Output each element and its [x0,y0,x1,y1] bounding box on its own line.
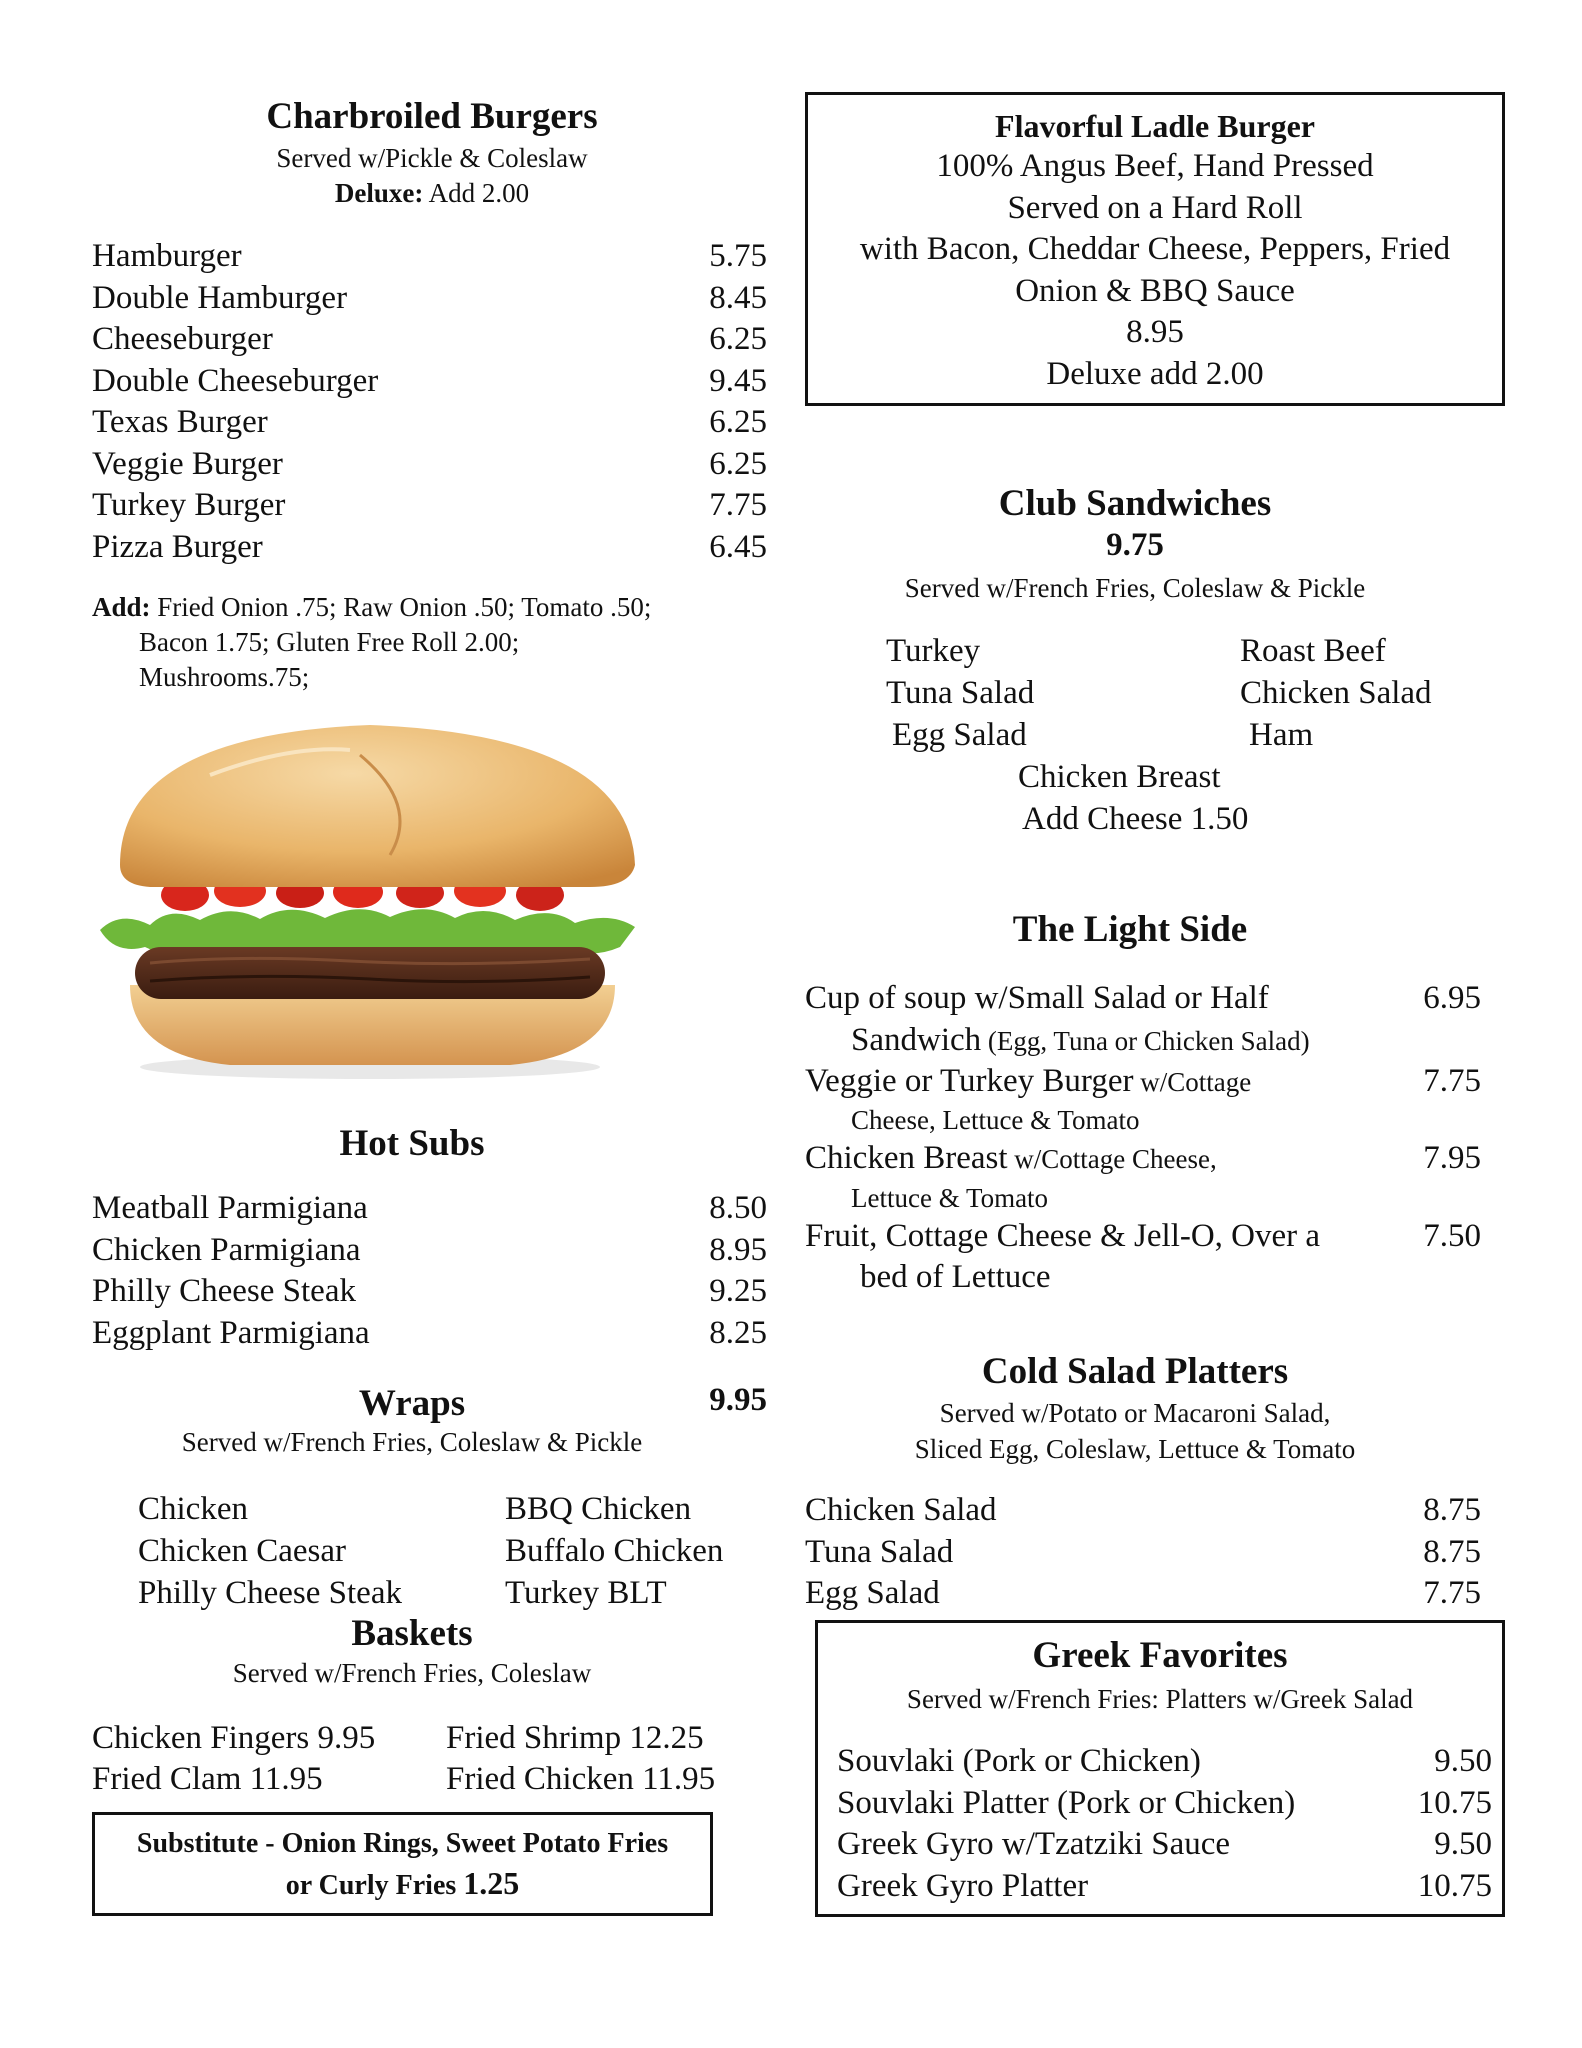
ladle-burger-box [805,92,1505,406]
item-price: 7.75 [1423,1575,1481,1611]
item-price: 7.75 [709,487,767,523]
list-item: Chicken [138,1491,248,1527]
item-detail-small: w/Cottage [1133,1066,1252,1097]
add-line-3: Mushrooms.75; [139,662,310,692]
list-item: Egg Salad [892,717,1027,753]
menu-item [92,402,767,444]
club-list [886,630,1466,756]
item-name: Pizza Burger [92,528,263,565]
item-name: Cheeseburger [92,321,273,357]
item-detail-small: w/Cottage Cheese, [1007,1144,1217,1174]
menu-item [805,978,1481,1061]
item-price: 6.25 [709,321,767,357]
item-price: 5.75 [709,238,767,274]
item-price: 6.95 [1423,980,1481,1016]
item-name: Texas Burger [92,404,268,440]
item-price: 8.75 [1423,1533,1481,1570]
item-detail: Sandwich [851,1021,982,1058]
greek-box [815,1620,1505,1917]
cold-served-2: Sliced Egg, Coleslaw, Lettuce & Tomato [914,1434,1356,1464]
item-name: Philly Cheese Steak [92,1273,356,1309]
substitute-price: 1.25 [463,1865,520,1901]
list-item: Chicken Salad [1240,675,1432,711]
list-item: Tuna Salad [886,675,1035,711]
deluxe-label: Deluxe: [334,178,424,208]
item-name: Turkey Burger [92,487,286,523]
list-item: Fried Clam 11.95 [92,1761,323,1797]
greek-served: Served w/French Fries: Platters w/Greek Salad [906,1684,1414,1714]
ladle-line: Onion & BBQ Sauce [1015,272,1295,309]
ladle-line: with Bacon, Cheddar Cheese, Peppers, Fried [859,231,1451,267]
burgers-deluxe [92,175,772,211]
list-item: Fried Shrimp 12.25 [446,1720,704,1756]
add-label: Add: [92,592,151,622]
item-price: 7.50 [1423,1217,1481,1254]
item-name: Greek Gyro Platter [837,1867,1089,1904]
item-detail: bed of Lettuce [860,1259,1051,1295]
item-name: Souvlaki (Pork or Chicken) [837,1743,1201,1779]
substitute-box [92,1812,713,1916]
hot-subs-title: Hot Subs [339,1123,485,1164]
menu-item [837,1824,1492,1866]
item-name: Double Hamburger [92,279,348,316]
item-price: 6.25 [709,404,767,440]
menu-item [92,485,767,527]
list-item: BBQ Chicken [505,1491,692,1527]
list-item: Ham [1249,717,1314,753]
menu-item [92,1230,767,1272]
burger-image [90,715,650,1085]
club-extra-2: Add Cheese 1.50 [1022,801,1249,837]
club-title: Club Sandwiches [998,483,1272,524]
greek-list [837,1741,1492,1907]
item-price: 8.95 [709,1231,767,1268]
item-price: 6.45 [709,528,767,565]
list-item: Chicken Caesar [138,1533,347,1569]
light-list [805,978,1481,1297]
burgers-served: Served w/Pickle & Coleslaw [276,143,588,173]
burgers-title: Charbroiled Burgers [266,96,598,137]
greek-title: Greek Favorites [1032,1635,1288,1676]
add-line-1: Fried Onion .75; Raw Onion .50; Tomato .50; [157,592,652,622]
item-price: 9.45 [709,362,767,399]
wraps-title: Wraps [358,1383,466,1424]
menu-item [92,1271,767,1313]
wraps-price: 9.95 [709,1382,767,1418]
item-name: Chicken Parmigiana [92,1231,361,1268]
item-price: 8.25 [709,1314,767,1351]
hot-subs-list [92,1188,767,1354]
item-detail-small: Cheese, Lettuce & Tomato [851,1105,1140,1135]
club-served: Served w/French Fries, Coleslaw & Pickle [904,573,1366,603]
ladle-deluxe: Deluxe add 2.00 [1046,355,1264,392]
item-name: Souvlaki Platter (Pork or Chicken) [837,1784,1296,1821]
ladle-title: Flavorful Ladle Burger [995,108,1315,144]
ladle-line: Served on a Hard Roll [1007,189,1303,226]
menu-item [92,319,767,361]
light-title: The Light Side [1012,909,1248,950]
item-name: Veggie or Turkey Burger [805,1062,1134,1099]
list-item: Philly Cheese Steak [138,1575,402,1611]
baskets-served: Served w/French Fries, Coleslaw [232,1658,592,1688]
item-price: 9.50 [1434,1743,1492,1779]
menu-item [805,1216,1481,1298]
substitute-line-2 [95,1863,710,1906]
menu-item [92,236,767,278]
item-detail-small: (Egg, Tuna or Chicken Salad) [981,1025,1310,1056]
item-name: Chicken Salad [805,1492,997,1528]
list-item: Turkey [886,633,981,669]
menu-item [92,1188,767,1230]
menu-item [92,1313,767,1355]
item-price: 10.75 [1417,1867,1492,1904]
item-name: Eggplant Parmigiana [92,1314,370,1351]
list-item: Turkey BLT [505,1575,667,1611]
item-name: Tuna Salad [805,1533,954,1570]
menu-item [805,1532,1481,1574]
menu-item [805,1061,1481,1139]
burgers-list [92,236,767,568]
cold-served-1: Served w/Potato or Macaroni Salad, [939,1398,1331,1428]
menu-item [805,1573,1481,1615]
list-item: Chicken Fingers 9.95 [92,1720,376,1756]
menu-item [805,1138,1481,1216]
deluxe-text: Add 2.00 [428,178,530,208]
item-name: Chicken Breast [805,1140,1008,1176]
cold-list [805,1490,1481,1615]
menu-item [92,444,767,486]
item-price: 9.50 [1434,1826,1492,1862]
wraps-served: Served w/French Fries, Coleslaw & Pickle [181,1427,643,1457]
list-item: Roast Beef [1240,633,1386,669]
item-price: 7.75 [1423,1062,1481,1099]
item-price: 8.50 [709,1190,767,1226]
item-price: 6.25 [709,445,767,482]
ladle-line: 100% Angus Beef, Hand Pressed [936,148,1374,184]
cold-title: Cold Salad Platters [981,1351,1289,1392]
item-price: 10.75 [1417,1784,1492,1821]
item-name: Egg Salad [805,1575,940,1611]
item-name: Cup of soup w/Small Salad or Half [805,980,1269,1016]
club-extra-1: Chicken Breast [1018,759,1221,795]
substitute-text: or Curly Fries [285,1870,457,1901]
item-name: Hamburger [92,238,242,274]
baskets-list [92,1718,772,1800]
menu-item [837,1741,1492,1783]
menu-item [805,1490,1481,1532]
item-name: Greek Gyro w/Tzatziki Sauce [837,1826,1231,1862]
wraps-list [138,1488,768,1614]
club-price: 9.75 [1106,527,1164,563]
list-item: Buffalo Chicken [505,1533,724,1569]
item-detail-small: Lettuce & Tomato [851,1182,1049,1213]
menu-item [837,1866,1492,1908]
baskets-title: Baskets [351,1613,473,1654]
item-name: Fruit, Cottage Cheese & Jell-O, Over a [805,1217,1321,1254]
item-name: Double Cheeseburger [92,362,379,399]
item-name: Veggie Burger [92,445,283,482]
item-price: 9.25 [709,1273,767,1309]
add-line-2: Bacon 1.75; Gluten Free Roll 2.00; [139,627,520,657]
item-price: 8.45 [709,279,767,316]
menu-item [837,1783,1492,1825]
item-name: Meatball Parmigiana [92,1190,368,1226]
list-item: Fried Chicken 11.95 [446,1761,716,1797]
ladle-price: 8.95 [1126,314,1184,350]
item-price: 8.75 [1423,1492,1481,1528]
menu-item [92,361,767,403]
menu-item [92,527,767,569]
burgers-add-ons [92,590,772,695]
substitute-line-1: Substitute - Onion Rings, Sweet Potato Fries [136,1828,669,1859]
menu-item [92,278,767,320]
item-price: 7.95 [1423,1140,1481,1176]
